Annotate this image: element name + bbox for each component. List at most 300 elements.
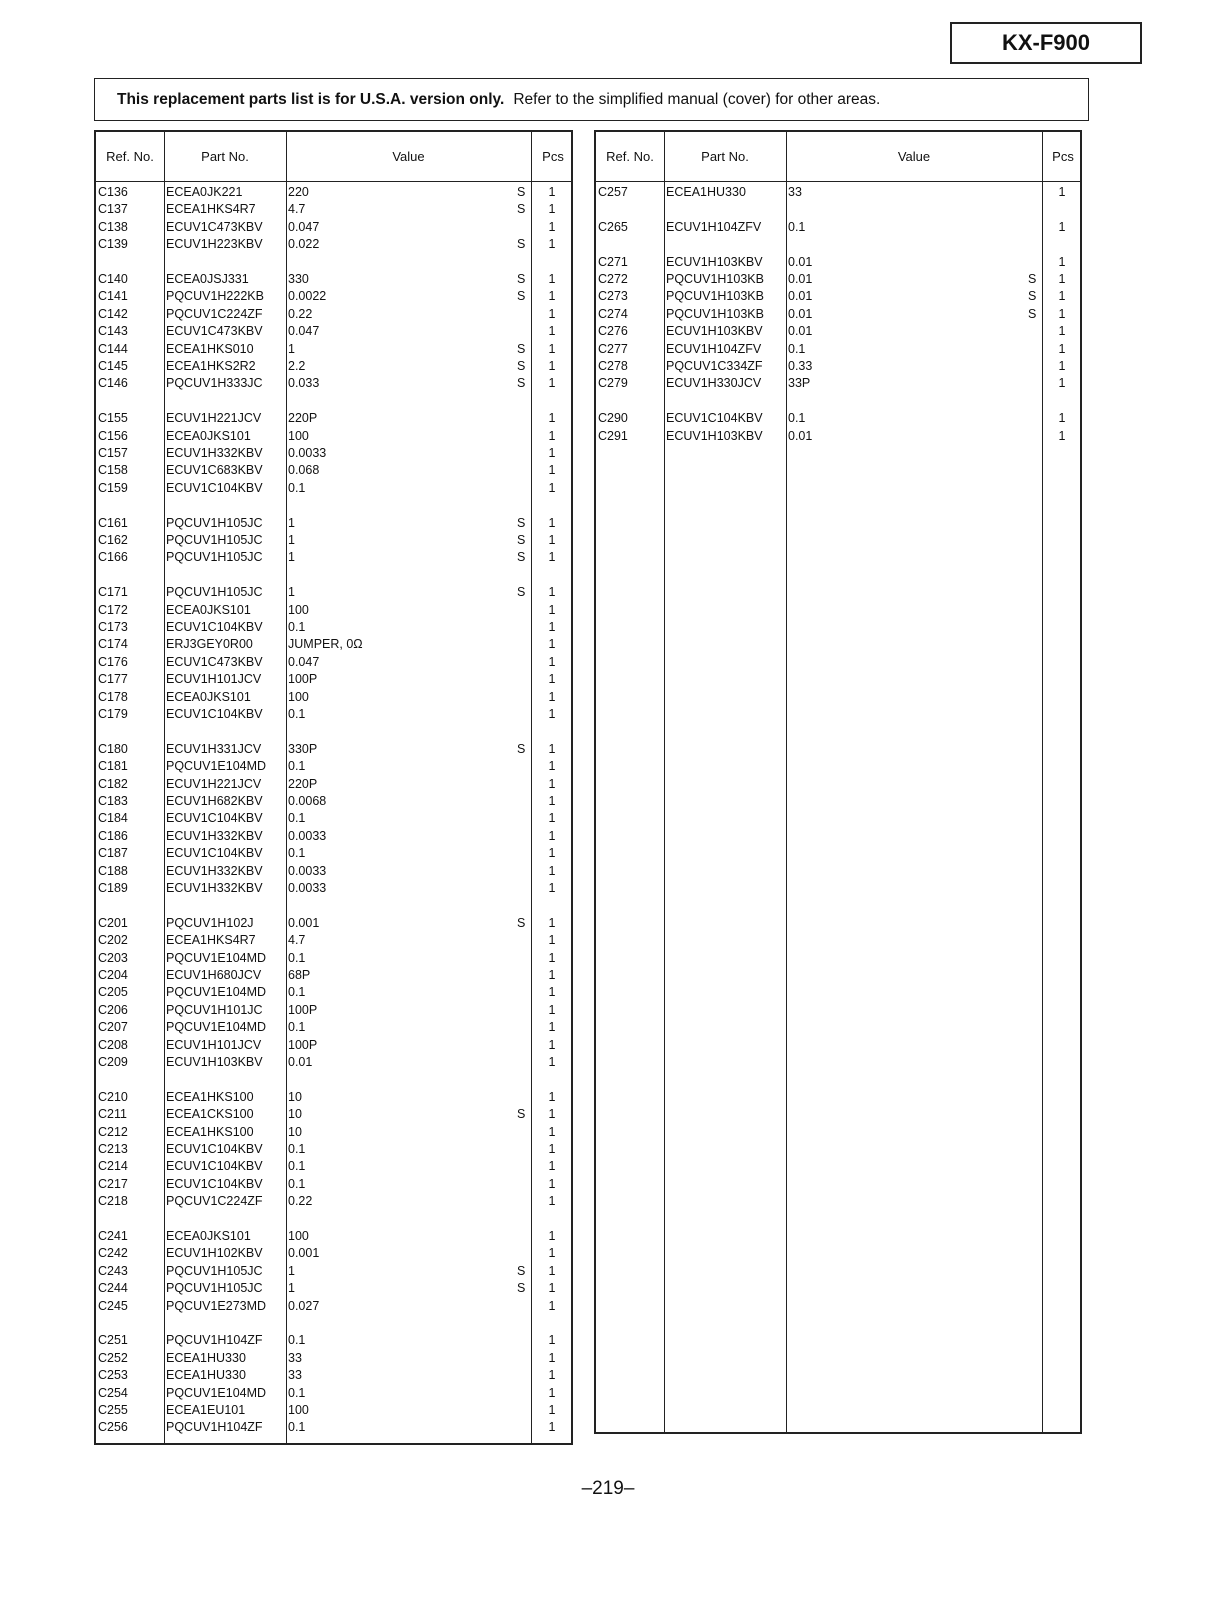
table-row [96,915,571,932]
table-row [96,984,571,1001]
ref-no-cell: C161 [98,515,128,530]
pcs-cell: 1 [1058,359,1066,373]
table-row [96,1332,571,1349]
pcs-cell: 1 [548,237,556,252]
part-no-cell: PQCUV1H222KB [166,289,264,304]
value-cell: 10 [288,1107,302,1122]
table-row [96,201,571,218]
table-row [96,828,571,845]
safety-mark-cell: S [517,741,526,756]
ref-no-cell: C265 [598,219,628,234]
ref-no-cell: C207 [98,1020,128,1035]
value-cell: 0.068 [288,463,320,478]
value-cell: 100P [288,1002,318,1017]
ref-no-cell: C256 [98,1420,128,1435]
value-cell: 0.01 [788,306,813,321]
part-no-cell: ECUV1H332KBV [166,881,263,895]
pcs-cell: 1 [548,1176,556,1191]
ref-no-cell: C146 [98,376,128,391]
part-no-cell: PQCUV1E104MD [166,1020,267,1035]
ref-no-cell: C204 [98,968,128,982]
pcs-cell: 1 [548,306,556,321]
table-row [96,810,571,827]
part-no-cell: ECEA1EU101 [166,1403,246,1417]
col-header-pcs: Pcs [1052,149,1074,164]
pcs-cell: 1 [548,1124,556,1139]
table-row [96,1176,571,1193]
part-no-cell: PQCUV1H105JC [166,550,263,565]
part-no-cell: ECEA1HU330 [666,185,746,199]
ref-no-cell: C179 [98,707,128,721]
pcs-cell: 1 [1058,272,1066,286]
safety-mark-cell: S [517,585,526,600]
ref-no-cell: C209 [98,1055,128,1069]
ref-no-cell: C202 [98,933,128,948]
pcs-cell: 1 [548,1350,556,1365]
table-row [96,1193,571,1210]
pcs-cell: 1 [548,1281,556,1296]
safety-mark-cell: S [517,1263,526,1278]
pcs-cell: 1 [548,794,556,808]
value-cell: 330P [288,741,318,756]
table-row [96,323,571,340]
value-cell: 33 [288,1368,302,1383]
part-no-cell: ECUV1C473KBV [166,654,263,669]
value-cell: 0.01 [788,272,813,286]
value-cell: 0.1 [288,950,306,965]
ref-no-cell: C157 [98,446,128,460]
table-row [96,1141,571,1158]
value-cell: 0.0033 [288,881,327,895]
pcs-cell: 1 [548,1298,556,1313]
value-cell: 4.7 [288,933,306,948]
value-cell: 10 [288,1124,302,1139]
notice-text: Refer to the simplified manual (cover) for other areas. [513,90,881,108]
ref-no-cell: C278 [598,359,628,373]
part-no-cell: PQCUV1C224ZF [166,1194,263,1209]
ref-no-cell: C241 [98,1229,128,1243]
table-row [96,671,571,688]
table-row [596,428,1080,445]
ref-no-cell: C244 [98,1281,128,1296]
safety-mark-cell: S [1028,306,1037,321]
value-cell: 0.0068 [288,794,327,808]
safety-mark-cell: S [517,185,526,199]
part-no-cell: ECUV1H103KBV [666,428,763,443]
pcs-cell: 1 [548,985,556,1000]
ref-no-cell: C156 [98,428,128,443]
table-row [96,549,571,566]
value-cell: 100P [288,1037,318,1052]
pcs-cell: 1 [548,620,556,634]
ref-no-cell: C176 [98,654,128,669]
table-row [96,1228,571,1245]
ref-no-cell: C253 [98,1368,128,1383]
table-row [96,950,571,967]
part-no-cell: ECUV1H221JCV [166,776,262,791]
part-no-cell: ECUV1H221JCV [166,411,262,426]
ref-no-cell: C291 [598,428,628,443]
part-no-cell: PQCUV1C224ZF [166,306,263,321]
pcs-cell: 1 [548,202,556,217]
value-cell: 1 [288,585,295,600]
table-row [596,306,1080,323]
value-cell: 100P [288,672,318,687]
col-header-pcs: Pcs [542,149,564,164]
table-row [596,288,1080,305]
notice-bold-text: This replacement parts list is for U.S.A. version only. [117,90,505,108]
part-no-cell: PQCUV1H105JC [166,515,263,530]
value-cell: 0.01 [288,1055,313,1069]
part-no-cell: ECEA1HU330 [166,1350,246,1365]
ref-no-cell: C274 [598,306,628,321]
part-no-cell: ECEA0JKS101 [166,1229,251,1243]
ref-no-cell: C139 [98,237,128,252]
table-row [96,428,571,445]
pcs-cell: 1 [548,411,556,426]
ref-no-cell: C276 [598,324,628,339]
value-cell: 0.0033 [288,863,327,878]
header-divider [96,181,571,182]
ref-no-cell: C212 [98,1124,128,1139]
part-no-cell: ECUV1C104KBV [166,1176,263,1191]
part-no-cell: PQCUV1H104ZF [166,1420,263,1435]
table-header [596,132,1080,181]
pcs-cell: 1 [548,1229,556,1243]
col-header-part: Part No. [201,149,249,164]
value-cell: 0.1 [288,480,306,495]
part-no-cell: ECEA0JKS101 [166,602,251,617]
table-row [96,410,571,427]
ref-no-cell: C279 [598,376,628,391]
pcs-cell: 1 [548,341,556,356]
ref-no-cell: C174 [98,637,128,652]
version-notice [94,78,1089,121]
ref-no-cell: C172 [98,602,128,617]
ref-no-cell: C201 [98,915,128,930]
safety-mark-cell: S [517,341,526,356]
value-cell: 1 [288,341,295,356]
table-row [96,619,571,636]
pcs-cell: 1 [1058,411,1066,426]
table-row [96,1106,571,1123]
value-cell: 1 [288,1263,295,1278]
col-header-ref: Ref. No. [106,149,154,164]
pcs-cell: 1 [548,637,556,652]
pcs-cell: 1 [548,741,556,756]
table-row [596,184,1080,201]
pcs-cell: 1 [548,1055,556,1069]
part-no-cell: ECUV1C104KBV [166,811,263,826]
pcs-cell: 1 [548,1420,556,1435]
pcs-cell: 1 [548,1037,556,1052]
ref-no-cell: C273 [598,289,628,304]
pcs-cell: 1 [1058,428,1066,443]
part-no-cell: ECUV1C104KBV [166,480,263,495]
ref-no-cell: C182 [98,776,128,791]
value-cell: 0.1 [788,341,806,356]
value-cell: 0.1 [288,1420,306,1435]
part-no-cell: ECEA1HKS2R2 [166,359,256,373]
ref-no-cell: C181 [98,759,128,774]
part-no-cell: ECUV1H332KBV [166,863,263,878]
value-cell: 0.1 [788,219,806,234]
value-cell: 1 [288,515,295,530]
ref-no-cell: C189 [98,881,128,895]
table-row [96,706,571,723]
value-cell: 0.1 [288,1385,306,1400]
ref-no-cell: C136 [98,185,128,199]
pcs-cell: 1 [548,1368,556,1383]
pcs-cell: 1 [548,272,556,286]
value-cell: 0.001 [288,915,320,930]
pcs-cell: 1 [548,1107,556,1122]
value-cell: 0.1 [288,1333,306,1348]
col-header-value: Value [897,149,931,164]
part-no-cell: PQCUV1H105JC [166,585,263,600]
pcs-cell: 1 [548,654,556,669]
ref-no-cell: C188 [98,863,128,878]
value-cell: 68P [288,968,311,982]
part-no-cell: ECEA0JK221 [166,185,243,199]
pcs-cell: 1 [548,968,556,982]
pcs-cell: 1 [548,1020,556,1035]
ref-no-cell: C143 [98,324,128,339]
ref-no-cell: C140 [98,272,128,286]
pcs-cell: 1 [548,1002,556,1017]
ref-no-cell: C166 [98,550,128,565]
table-row [96,863,571,880]
part-no-cell: PQCUV1H103KB [666,306,764,321]
ref-no-cell: C155 [98,411,128,426]
value-cell: 1 [288,1281,295,1296]
pcs-cell: 1 [548,428,556,443]
table-row [96,1350,571,1367]
value-cell: 4.7 [288,202,306,217]
pcs-cell: 1 [1058,376,1066,391]
table-row [96,880,571,897]
part-no-cell: ECUV1H223KBV [166,237,263,252]
part-no-cell: ECUV1H332KBV [166,446,263,460]
value-cell: 0.047 [288,219,320,234]
pcs-cell: 1 [548,689,556,704]
pcs-cell: 1 [548,933,556,948]
value-cell: 0.1 [288,759,306,774]
ref-no-cell: C142 [98,306,128,321]
part-no-cell: ECUV1H101JCV [166,1037,262,1052]
table-row [96,1037,571,1054]
value-cell: 0.22 [288,1194,313,1209]
ref-no-cell: C171 [98,585,128,600]
pcs-cell: 1 [1058,254,1066,269]
part-no-cell: ECUV1H102KBV [166,1246,263,1261]
page-number: –219– [581,1478,635,1499]
value-cell: 0.01 [788,254,813,269]
ref-no-cell: C271 [598,254,628,269]
safety-mark-cell: S [517,289,526,304]
table-row [96,1002,571,1019]
parts-table-left [94,130,573,1445]
pcs-cell: 1 [548,602,556,617]
table-row [96,689,571,706]
part-no-cell: PQCUV1E104MD [166,1385,267,1400]
part-no-cell: ECUV1C683KBV [166,463,263,478]
part-no-cell: PQCUV1H101JC [166,1002,263,1017]
ref-no-cell: C138 [98,219,128,234]
part-no-cell: ECUV1H332KBV [166,828,263,843]
pcs-cell: 1 [548,550,556,565]
value-cell: 0.1 [288,1020,306,1035]
value-cell: 100 [288,428,309,443]
part-no-cell: ECUV1C104KBV [666,411,763,426]
ref-no-cell: C137 [98,202,128,217]
ref-no-cell: C178 [98,689,128,704]
pcs-cell: 1 [548,1246,556,1261]
col-header-ref: Ref. No. [606,149,654,164]
table-row [96,341,571,358]
pcs-cell: 1 [548,324,556,339]
value-cell: 0.047 [288,324,320,339]
pcs-cell: 1 [548,881,556,895]
table-row [96,375,571,392]
table-row [96,445,571,462]
value-cell: 33P [788,376,811,391]
pcs-cell: 1 [548,219,556,234]
part-no-cell: PQCUV1H102J [166,915,254,930]
pcs-cell: 1 [1058,219,1066,234]
ref-no-cell: C213 [98,1142,128,1156]
table-row [596,375,1080,392]
part-no-cell: ECEA1HU330 [166,1368,246,1383]
ref-no-cell: C208 [98,1037,128,1052]
value-cell: 0.01 [788,324,813,339]
safety-mark-cell: S [1028,289,1037,304]
ref-no-cell: C218 [98,1194,128,1209]
ref-no-cell: C210 [98,1089,128,1104]
value-cell: 0.1 [288,811,306,826]
pcs-cell: 1 [548,672,556,687]
part-no-cell: ECEA1HKS100 [166,1089,254,1104]
pcs-cell: 1 [548,846,556,861]
pcs-cell: 1 [548,515,556,530]
table-row [96,1054,571,1071]
value-cell: 0.0033 [288,828,327,843]
ref-no-cell: C183 [98,794,128,808]
pcs-cell: 1 [548,915,556,930]
table-row [96,1385,571,1402]
safety-mark-cell: S [517,376,526,391]
col-header-value: Value [392,149,425,164]
table-row [596,271,1080,288]
safety-mark-cell: S [517,1107,526,1122]
ref-no-cell: C217 [98,1176,128,1191]
table-row [96,1419,571,1436]
ref-no-cell: C162 [98,533,128,547]
ref-no-cell: C177 [98,672,128,687]
pcs-cell: 1 [548,533,556,547]
value-cell: 100 [288,1403,309,1417]
value-cell: 0.022 [288,237,320,252]
ref-no-cell: C277 [598,341,628,356]
pcs-cell: 1 [548,811,556,826]
pcs-cell: 1 [548,1089,556,1104]
table-row [96,236,571,253]
model-number: KX-F900 [950,22,1142,64]
pcs-cell: 1 [548,185,556,199]
ref-no-cell: C205 [98,985,128,1000]
part-no-cell: ECUV1H330JCV [666,376,762,391]
value-cell: 33 [788,185,802,199]
value-cell: 0.1 [288,620,306,634]
value-cell: 10 [288,1089,302,1104]
ref-no-cell: C206 [98,1002,128,1017]
table-row [96,515,571,532]
value-cell: 1 [288,550,295,565]
pcs-cell: 1 [548,1194,556,1209]
part-no-cell: ECUV1H331JCV [166,741,262,756]
table-row [96,271,571,288]
ref-no-cell: C214 [98,1159,128,1174]
table-row [96,932,571,949]
pcs-cell: 1 [548,863,556,878]
part-no-cell: PQCUV1H103KB [666,289,764,304]
ref-no-cell: C186 [98,828,128,843]
pcs-cell: 1 [548,585,556,600]
part-no-cell: ECUV1C104KBV [166,620,263,634]
ref-no-cell: C243 [98,1263,128,1278]
part-no-cell: PQCUV1C334ZF [666,359,763,373]
ref-no-cell: C290 [598,411,628,426]
table-row [96,1298,571,1315]
pcs-cell: 1 [548,707,556,721]
table-header [96,132,571,181]
part-no-cell: ECUV1C104KBV [166,1142,263,1156]
table-row [96,845,571,862]
ref-no-cell: C158 [98,463,128,478]
part-no-cell: ECEA1HKS010 [166,341,254,356]
pcs-cell: 1 [548,1333,556,1348]
value-cell: 100 [288,1229,309,1243]
table-row [96,967,571,984]
ref-no-cell: C251 [98,1333,128,1348]
table-row [96,1367,571,1384]
pcs-cell: 1 [548,759,556,774]
ref-no-cell: C211 [98,1107,127,1122]
value-cell: 0.027 [288,1298,320,1313]
pcs-cell: 1 [548,1263,556,1278]
value-cell: 0.33 [788,359,813,373]
safety-mark-cell: S [517,1281,526,1296]
part-no-cell: ECUV1C473KBV [166,219,263,234]
part-no-cell: ECUV1H103KBV [166,1055,263,1069]
table-row [96,1245,571,1262]
table-row [596,254,1080,271]
safety-mark-cell: S [517,550,526,565]
ref-no-cell: C141 [98,289,128,304]
part-no-cell: ECEA1CKS100 [166,1107,254,1122]
table-row [96,1158,571,1175]
safety-mark-cell: S [517,359,526,373]
value-cell: JUMPER, 0Ω [288,637,363,652]
pcs-cell: 1 [548,480,556,495]
pcs-cell: 1 [548,1385,556,1400]
table-row [96,1263,571,1280]
table-row [96,1124,571,1141]
table-row [96,654,571,671]
table-row [96,584,571,601]
value-cell: 0.001 [288,1246,320,1261]
pcs-cell: 1 [548,828,556,843]
